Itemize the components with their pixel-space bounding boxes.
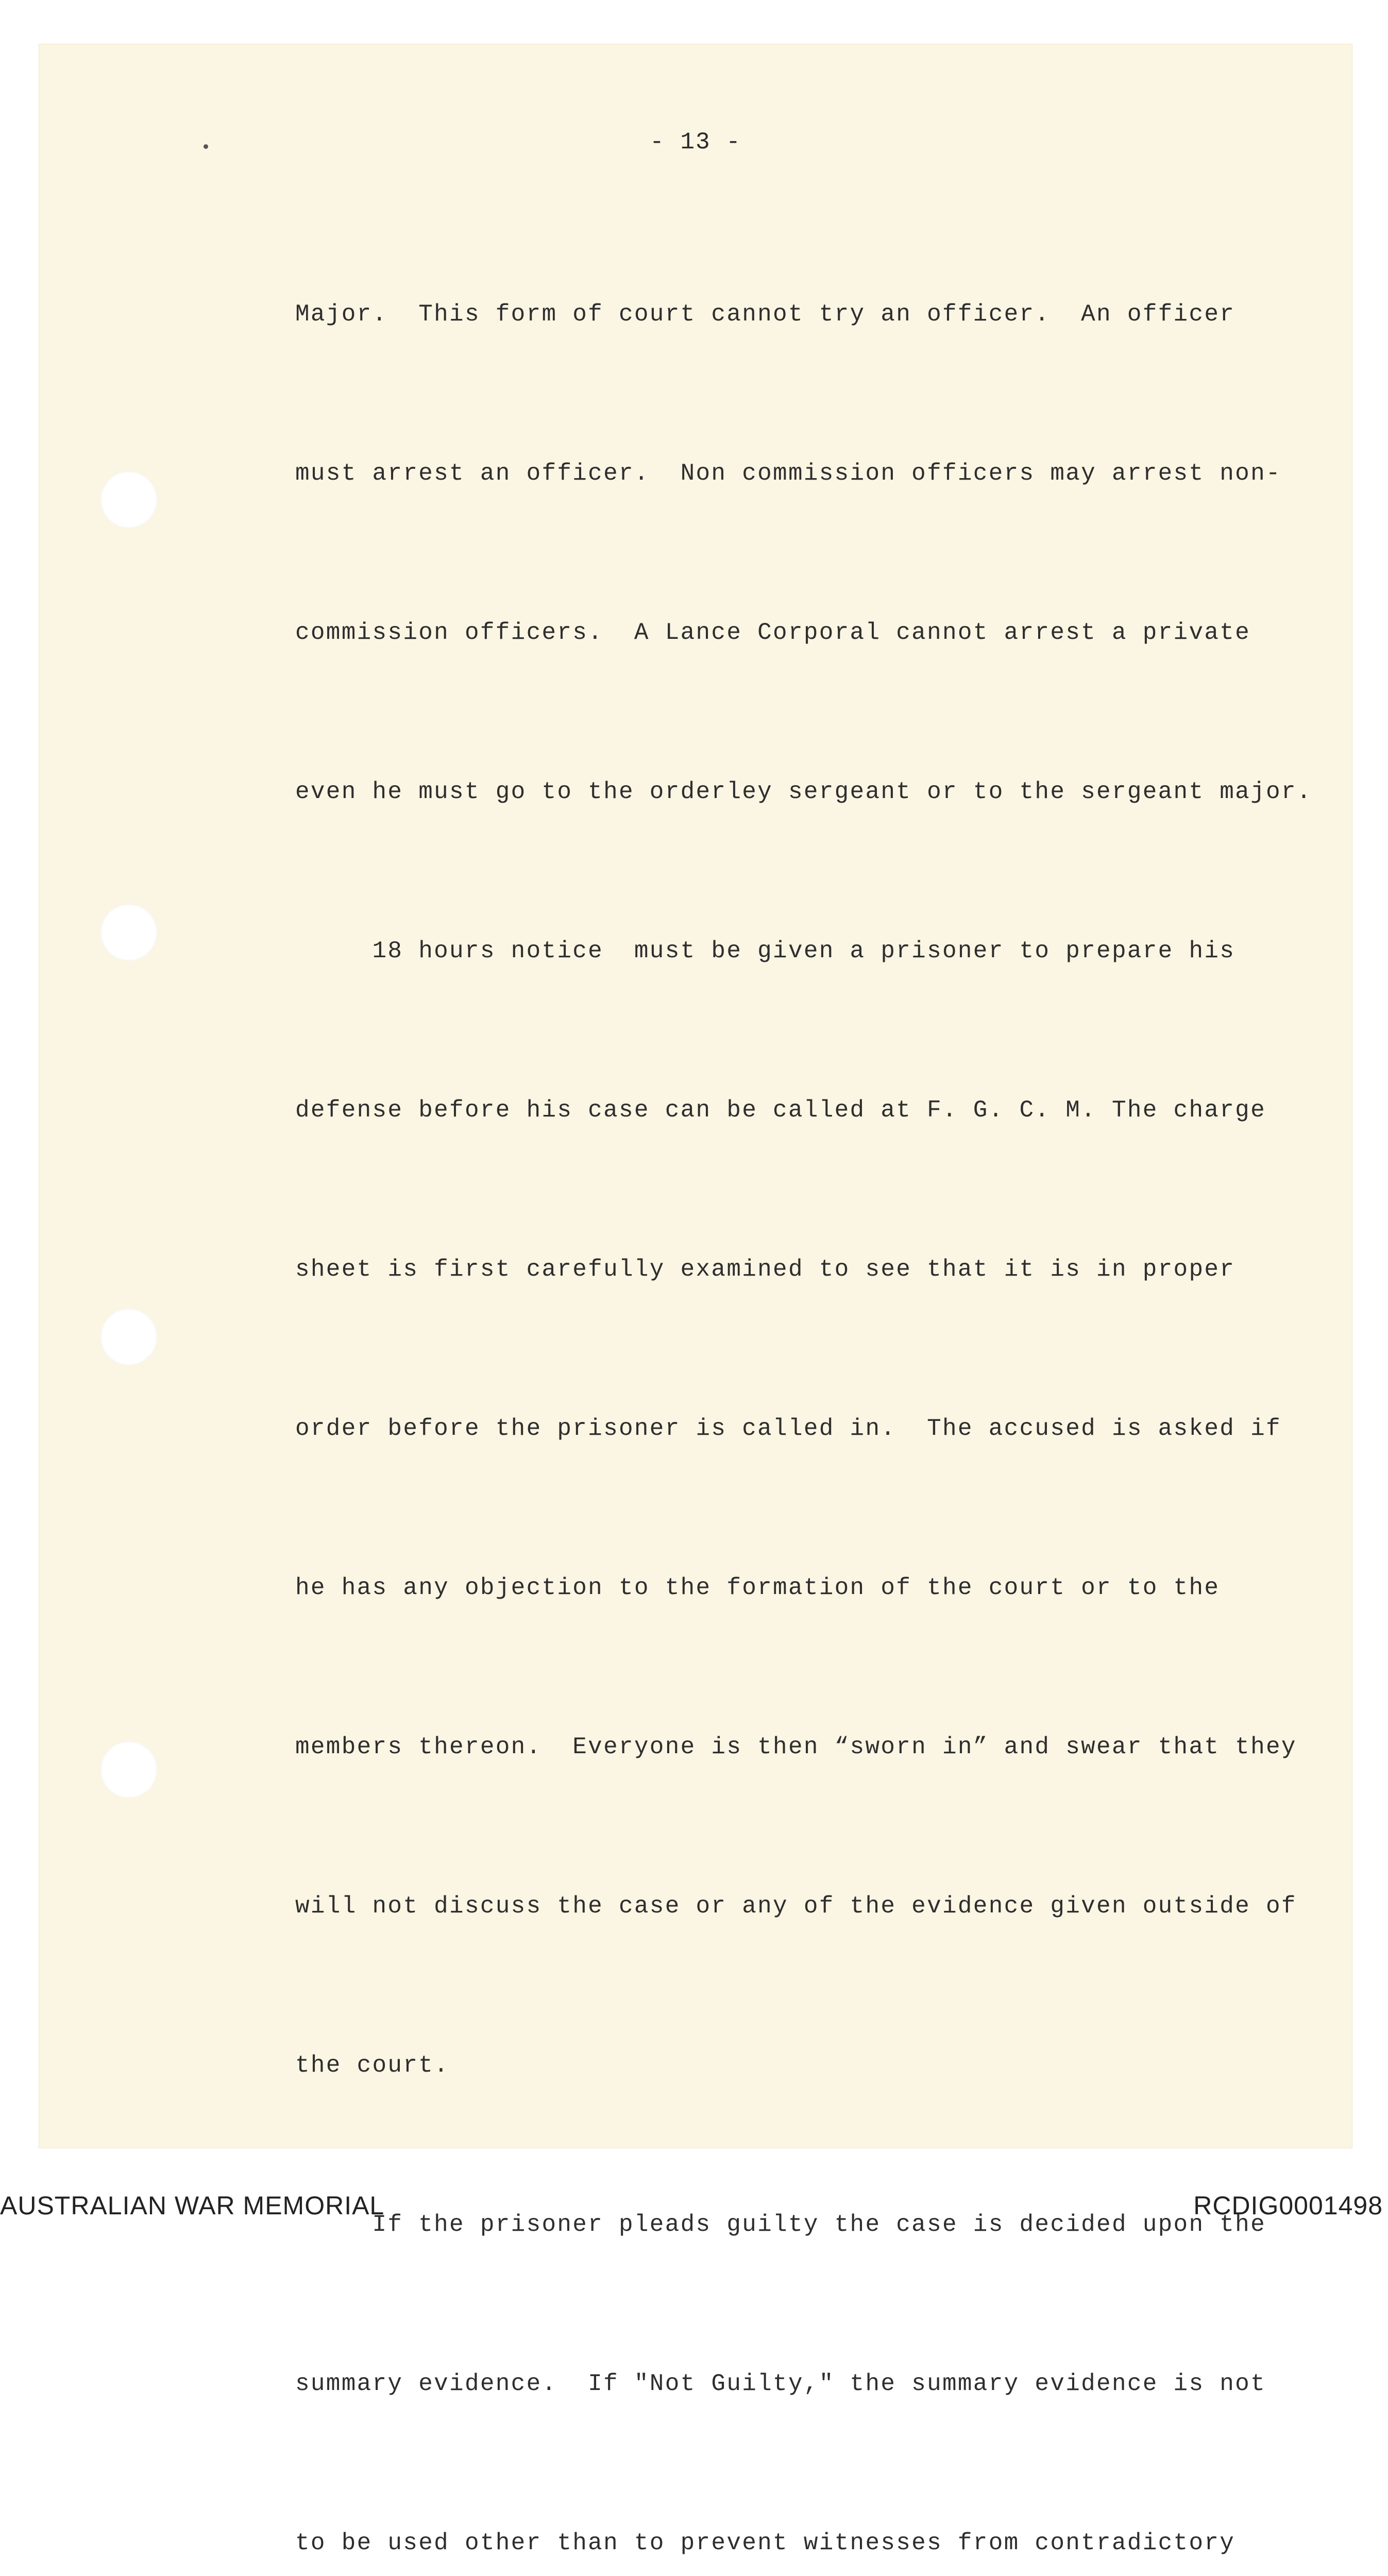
punch-hole — [100, 1741, 157, 1798]
text-line: members thereon. Everyone is then “sworn in” and swear that they — [295, 1734, 1297, 1760]
page-number: - 13 - — [650, 129, 741, 156]
text-line: Major. This form of court cannot try an officer. An officer — [295, 301, 1235, 328]
text-line: even he must go to the orderley sergeant or to the sergeant major. — [295, 778, 1312, 805]
punch-hole — [100, 904, 157, 961]
text-line: summary evidence. If "Not Guilty," the summary evidence is not — [295, 2370, 1266, 2397]
archive-credit: AUSTRALIAN WAR MEMORIAL — [0, 2191, 385, 2220]
punch-hole — [100, 471, 157, 528]
text-line: he has any objection to the formation of the court or to the — [295, 1574, 1220, 1601]
text-line: the court. — [295, 2052, 450, 2079]
text-line: must arrest an officer. Non commission officers may arrest non- — [295, 460, 1281, 487]
punch-hole — [100, 1309, 157, 1365]
text-line: order before the prisoner is called in. The accused is asked if — [295, 1415, 1281, 1442]
archive-reference-id: RCDIG0001498 — [1193, 2191, 1383, 2220]
text-line: If the prisoner pleads guilty the case is decided upon the — [295, 2211, 1266, 2238]
text-line: 18 hours notice must be given a prisoner to prepare his — [295, 938, 1235, 964]
text-line: will not discuss the case or any of the evidence given outside of — [295, 1893, 1297, 1920]
text-line: commission officers. A Lance Corporal cannot arrest a private — [295, 619, 1251, 646]
text-line: defense before his case can be called at F. G. C. M. The charge — [295, 1097, 1266, 1124]
text-line: sheet is first carefully examined to see that it is in proper — [295, 1256, 1235, 1283]
text-line: to be used other than to prevent witnesses from contradictory — [295, 2530, 1235, 2556]
